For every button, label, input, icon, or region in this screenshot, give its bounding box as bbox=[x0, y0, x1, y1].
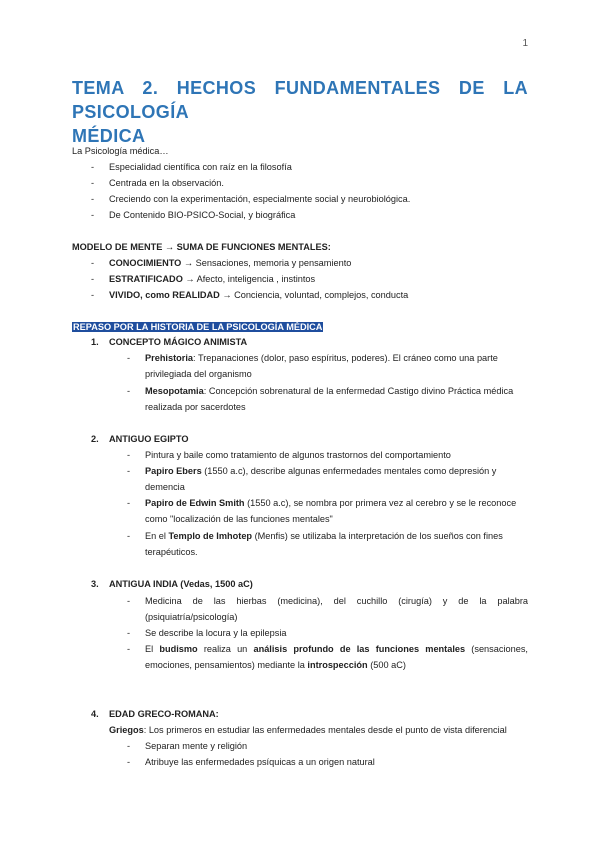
intro-item: Especialidad científica con raíz en la filosofía bbox=[109, 162, 292, 172]
dash-bullet: - bbox=[127, 531, 131, 541]
list-item-continuation: privilegiada del organismo bbox=[145, 369, 252, 379]
list-item: Papiro de Edwin Smith (1550 a.c), se nombra por primera vez al cerebro y se le reconoce bbox=[145, 498, 517, 508]
list-item-continuation: demencia bbox=[145, 482, 185, 492]
list-item: Separan mente y religión bbox=[145, 741, 248, 751]
dash-bullet: - bbox=[127, 757, 131, 767]
dash-bullet: - bbox=[91, 162, 95, 172]
dash-bullet: - bbox=[127, 466, 131, 476]
dash-bullet: - bbox=[91, 274, 95, 284]
section-highlight-heading: REPASO POR LA HISTORIA DE LA PSICOLOGÍA MÉDICA bbox=[73, 322, 323, 332]
list-item-continuation: como "localización de las funciones mentales" bbox=[145, 514, 333, 524]
modelo-item: ESTRATIFICADO → Afecto, inteligencia , instintos bbox=[109, 274, 316, 284]
list-item: Atribuye las enfermedades psíquicas a un origen natural bbox=[145, 757, 375, 767]
intro-item: De Contenido BIO-PSICO-Social, y biográfica bbox=[109, 210, 296, 220]
list-item: Medicina de las hierbas (medicina), del cuchillo (cirugía) y de la palabra bbox=[145, 596, 528, 606]
section-number: 3. bbox=[91, 579, 99, 589]
list-item: Se describe la locura y la epilepsia bbox=[145, 628, 287, 638]
dash-bullet: - bbox=[127, 498, 131, 508]
section-number: 2. bbox=[91, 434, 99, 444]
dash-bullet: - bbox=[91, 178, 95, 188]
dash-bullet: - bbox=[127, 741, 131, 751]
dash-bullet: - bbox=[91, 194, 95, 204]
dash-bullet: - bbox=[127, 596, 131, 606]
title-line-2: MÉDICA bbox=[72, 126, 146, 146]
section-heading: CONCEPTO MÁGICO ANIMISTA bbox=[109, 337, 248, 347]
list-item: El budismo realiza un análisis profundo de las funciones mentales (sensaciones, bbox=[145, 644, 528, 654]
section-lead: Griegos: Los primeros en estudiar las enfermedades mentales desde el punto de vista diferencial bbox=[109, 725, 507, 735]
dash-bullet: - bbox=[127, 386, 131, 396]
section-heading: ANTIGUA INDIA (Vedas, 1500 aC) bbox=[109, 579, 253, 589]
section-heading: ANTIGUO EGIPTO bbox=[109, 434, 189, 444]
section-number: 4. bbox=[91, 709, 99, 719]
list-item: Mesopotamia: Concepción sobrenatural de la enfermedad Castigo divino Práctica médica bbox=[145, 386, 514, 396]
list-item-continuation: emociones, pensamientos) mediante la introspección (500 aC) bbox=[145, 660, 406, 670]
page-number: 1 bbox=[522, 38, 528, 49]
list-item-continuation: terapéuticos. bbox=[145, 547, 198, 557]
title-line-1: TEMA 2. HECHOS FUNDAMENTALES DE LA PSICOLOGÍA bbox=[72, 78, 528, 122]
dash-bullet: - bbox=[127, 644, 131, 654]
intro-item: Creciendo con la experimentación, especialmente social y neurobiológica. bbox=[109, 194, 411, 204]
modelo-item: CONOCIMIENTO → Sensaciones, memoria y pensamiento bbox=[109, 258, 352, 268]
list-item-continuation: realizada por sacerdotes bbox=[145, 402, 246, 412]
list-item: Prehistoria: Trepanaciones (dolor, paso espíritus, poderes). El cráneo como una parte bbox=[145, 353, 498, 363]
dash-bullet: - bbox=[127, 450, 131, 460]
list-item: Pintura y baile como tratamiento de algunos trastornos del comportamiento bbox=[145, 450, 451, 460]
list-item-continuation: (psiquiatría/psicología) bbox=[145, 612, 238, 622]
dash-bullet: - bbox=[91, 258, 95, 268]
intro-item: Centrada en la observación. bbox=[109, 178, 224, 188]
modelo-heading: MODELO DE MENTE → SUMA DE FUNCIONES MENTALES: bbox=[72, 242, 331, 252]
dash-bullet: - bbox=[127, 353, 131, 363]
section-number: 1. bbox=[91, 337, 99, 347]
page-title bbox=[72, 76, 528, 148]
list-item: En el Templo de Imhotep (Menfis) se utilizaba la interpretación de los sueños con fines bbox=[145, 531, 503, 541]
dash-bullet: - bbox=[91, 210, 95, 220]
dash-bullet: - bbox=[127, 628, 131, 638]
list-item: Papiro Ebers (1550 a.c), describe algunas enfermedades mentales como depresión y bbox=[145, 466, 497, 476]
dash-bullet: - bbox=[91, 290, 95, 300]
modelo-item: VIVIDO, como REALIDAD → Conciencia, voluntad, complejos, conducta bbox=[109, 290, 409, 300]
section-heading: EDAD GRECO-ROMANA: bbox=[109, 709, 219, 719]
intro-lead: La Psicología médica… bbox=[72, 146, 169, 156]
